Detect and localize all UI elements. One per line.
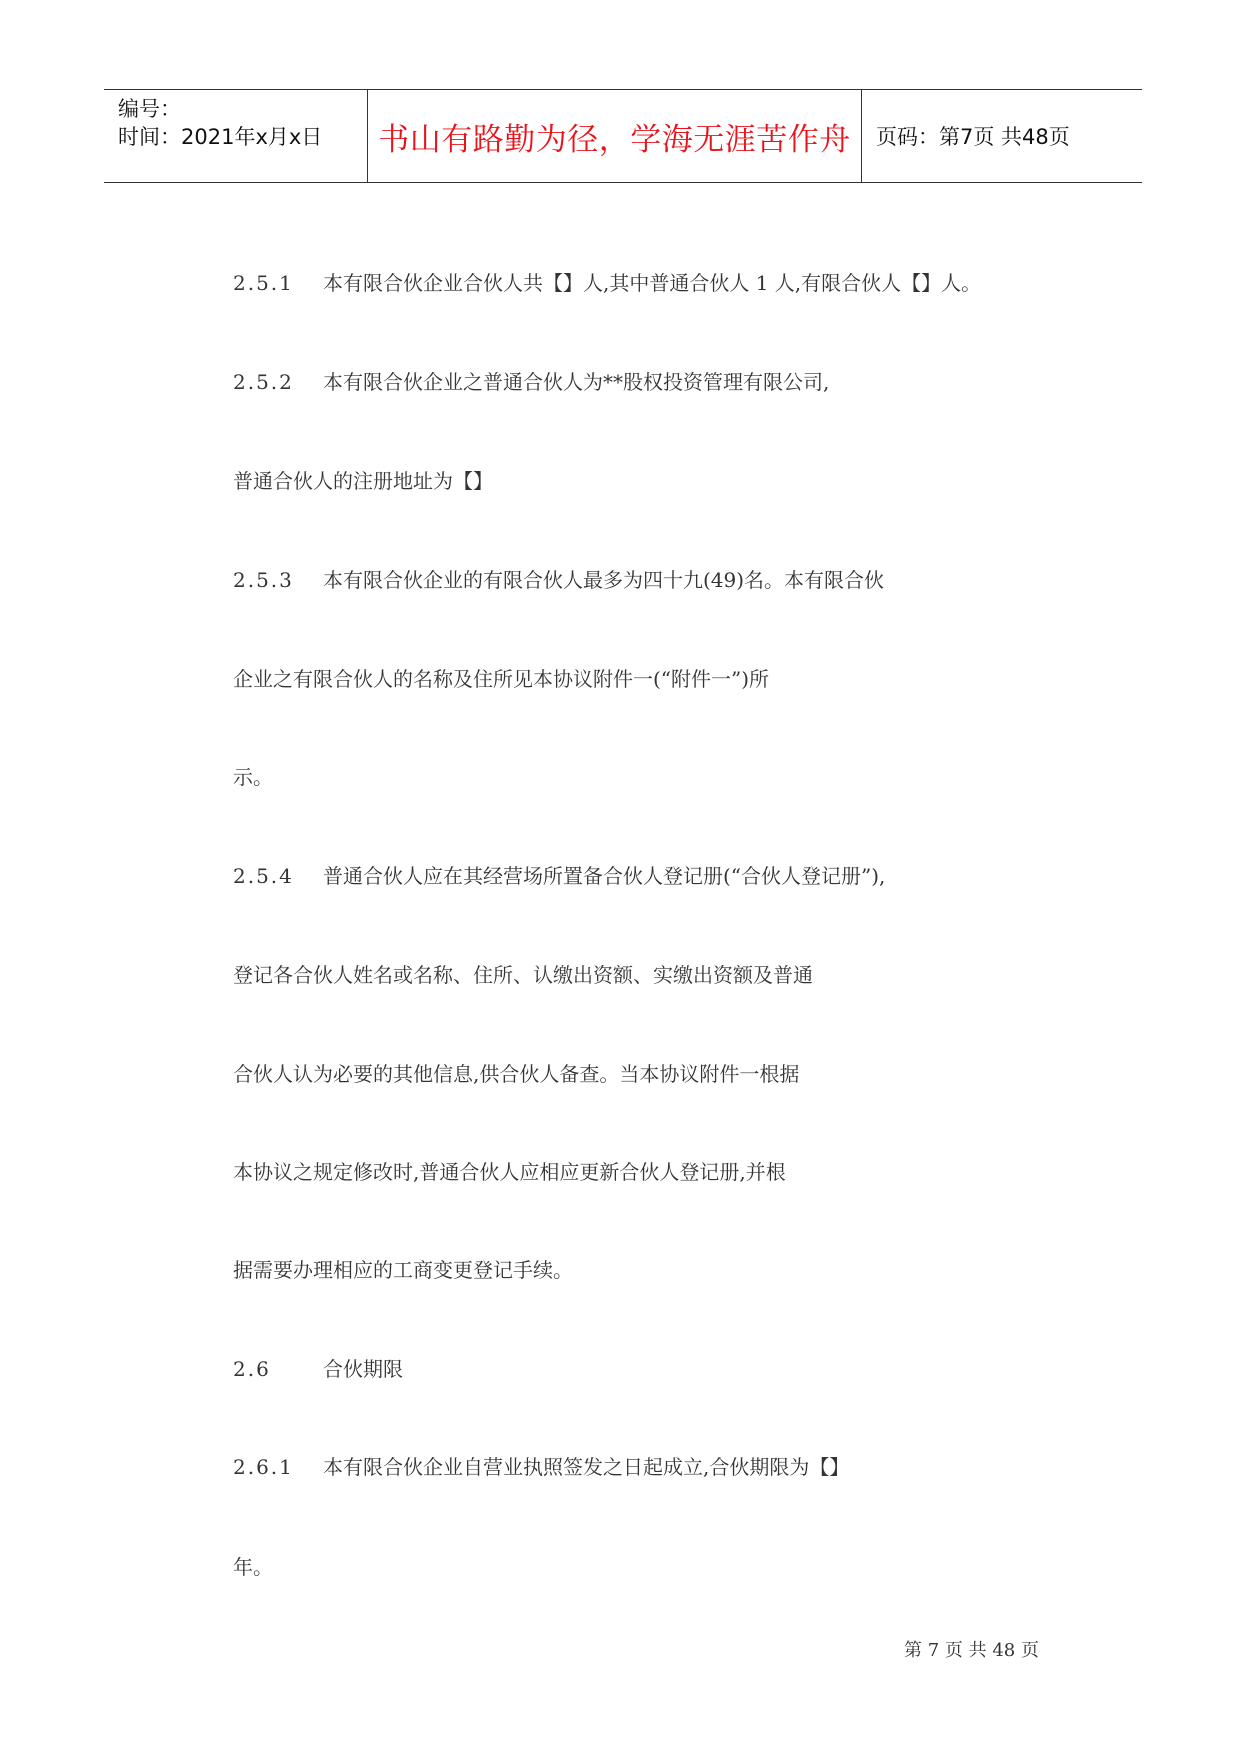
page-header xyxy=(104,89,1142,183)
paragraph-line xyxy=(233,1160,786,1184)
header-page-cell xyxy=(862,90,1142,182)
clause-number: 2.5.3 xyxy=(233,568,294,592)
clause-number: 2.5.2 xyxy=(233,370,294,394)
clause-number: 2.5.4 xyxy=(233,864,294,888)
paragraph-line xyxy=(233,864,885,888)
clause-text: 登记各合伙人姓名或名称、住所、认缴出资额、实缴出资额及普通 xyxy=(233,963,813,987)
clause-text: 普通合伙人的注册地址为【】 xyxy=(233,469,493,493)
paragraph-line xyxy=(233,271,981,295)
paragraph-line xyxy=(233,1555,273,1579)
clause-number: 2.6.1 xyxy=(233,1455,294,1479)
clause-text: 本有限合伙企业自营业执照签发之日起成立,合伙期限为【】 xyxy=(323,1455,850,1479)
clause-number: 2.5.1 xyxy=(233,271,294,295)
header-page-label: 页码：第7页 共48页 xyxy=(876,125,1070,149)
clause-text: 本有限合伙企业的有限合伙人最多为四十九(49)名。本有限合伙 xyxy=(323,568,885,592)
date-label: 时间：2021年x月x日 xyxy=(118,125,323,149)
page-footer: 第 7 页 共 48 页 xyxy=(904,1640,1039,1661)
clause-text: 示。 xyxy=(233,765,273,789)
clause-text: 合伙期限 xyxy=(323,1357,403,1381)
clause-text: 企业之有限合伙人的名称及住所见本协议附件一(“附件一”)所 xyxy=(233,667,770,691)
clause-text: 年。 xyxy=(233,1555,273,1579)
clause-text: 本协议之规定修改时,普通合伙人应相应更新合伙人登记册,并根 xyxy=(233,1160,786,1184)
paragraph-line xyxy=(233,1455,849,1479)
paragraph-line xyxy=(233,568,884,592)
paragraph-line xyxy=(233,667,769,691)
header-motto-cell xyxy=(368,90,862,182)
paragraph-line xyxy=(233,1357,403,1381)
clause-text: 据需要办理相应的工商变更登记手续。 xyxy=(233,1258,573,1282)
paragraph-line xyxy=(233,1258,573,1282)
clause-text: 普通合伙人应在其经营场所置备合伙人登记册(“合伙人登记册”), xyxy=(323,864,886,888)
header-meta-cell xyxy=(104,90,368,182)
paragraph-line xyxy=(233,1062,799,1086)
clause-text: 本有限合伙企业之普通合伙人为**股权投资管理有限公司, xyxy=(323,370,830,394)
paragraph-line xyxy=(233,469,493,493)
paragraph-line xyxy=(233,963,813,987)
clause-number: 2.6 xyxy=(233,1357,271,1381)
clause-text: 合伙人认为必要的其他信息,供合伙人备查。当本协议附件一根据 xyxy=(233,1062,800,1086)
header-motto: 书山有路勤为径，学海无涯苦作舟 xyxy=(378,121,851,158)
serial-label: 编号： xyxy=(118,97,181,121)
paragraph-line xyxy=(233,370,829,394)
paragraph-line xyxy=(233,765,273,789)
clause-text: 本有限合伙企业合伙人共【】人,其中普通合伙人 1 人,有限合伙人【】人。 xyxy=(323,271,982,295)
